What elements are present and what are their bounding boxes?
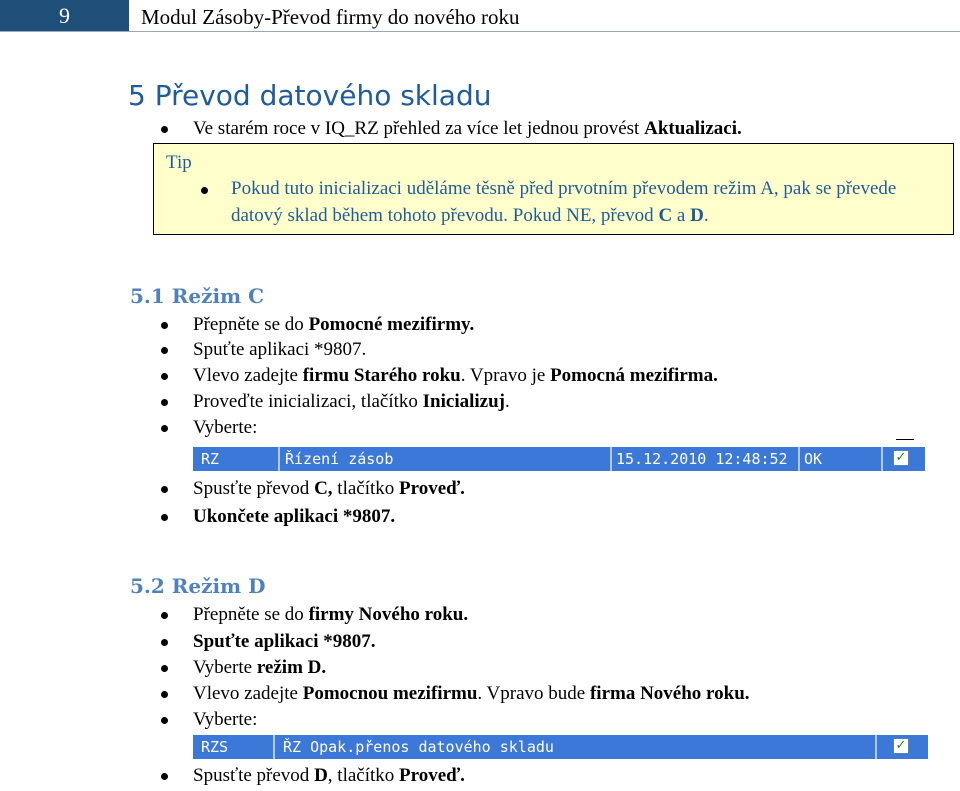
list-item-text — [193, 416, 257, 440]
grid-separator — [875, 735, 877, 759]
header-divider — [0, 31, 960, 32]
list-item-text — [193, 708, 257, 732]
list-item-text — [193, 338, 366, 362]
text-run: Proveďte inicializaci, tlačítko — [193, 391, 423, 412]
bullet-icon — [161, 514, 168, 521]
bullet-icon — [161, 373, 168, 380]
text-run-bold: firma Nového roku. — [589, 683, 750, 704]
grid-row-rzs[interactable] — [193, 735, 928, 759]
grid-cell-code: RZ — [201, 450, 220, 468]
text-run: Vyberte: — [193, 417, 258, 438]
section-5-heading: 5 Převod datového skladu — [128, 79, 492, 112]
text-run: Spusťte převod — [193, 478, 315, 499]
checkbox[interactable] — [893, 450, 909, 466]
running-header-title: Modul Zásoby-Převod firmy do nového roku — [141, 5, 520, 29]
list-item-text — [193, 656, 326, 680]
grid-cell-name: ŘZ Opak.přenos datového skladu — [283, 738, 554, 756]
text-run-bold: Pomocná mezifirma. — [550, 365, 718, 386]
tip-box — [153, 143, 954, 235]
text-run-bold: Inicializuj — [422, 391, 505, 412]
checkbox[interactable] — [893, 738, 909, 754]
text-run-bold: C, — [314, 478, 333, 499]
text-run-bold: Pomocné mezifirmy. — [308, 314, 475, 335]
grid-separator — [798, 447, 800, 471]
grid-separator — [610, 447, 612, 471]
grid-separator — [273, 735, 275, 759]
text-run-bold: Spuťte aplikaci *9807. — [193, 631, 376, 652]
bullet-icon — [201, 187, 208, 194]
section-5-2-heading: 5.2 Režim D — [130, 574, 266, 598]
checkmark-icon: ✓ — [895, 450, 907, 465]
text-run-bold: režim D. — [256, 657, 327, 678]
text-run-bold: D — [314, 765, 328, 786]
text-run: Vlevo zadejte — [193, 683, 303, 704]
bullet-icon — [161, 717, 168, 724]
text-run: Vyberte: — [193, 709, 258, 730]
grid-separator — [881, 447, 883, 471]
list-item-text — [193, 390, 510, 414]
text-run: Vyberte — [193, 657, 257, 678]
bullet-icon — [161, 399, 168, 406]
grid-cell-datetime: 15.12.2010 12:48:52 — [616, 450, 788, 468]
text-run: Vlevo zadejte — [193, 365, 303, 386]
text-run: Ve starém roce v IQ_RZ přehled za více let jednou provést — [193, 118, 645, 139]
text-run-bold: firmy Nového roku. — [308, 604, 469, 625]
text-run: Spusťte převod — [193, 765, 315, 786]
text-run: Přepněte se do — [193, 604, 309, 625]
text-run: . — [703, 205, 709, 226]
text-run: . Vpravo bude — [477, 683, 590, 704]
grid-cell-name: Řízení zásob — [285, 450, 394, 468]
text-run: Přepněte se do — [193, 314, 309, 335]
text-run: . — [505, 391, 510, 412]
bullet-icon — [161, 691, 168, 698]
section-5-1-heading: 5.1 Režim C — [130, 284, 265, 308]
grid-cell-code: RZS — [201, 738, 229, 756]
bullet-icon — [161, 612, 168, 619]
list-item-text — [193, 117, 742, 141]
bullet-icon — [161, 665, 168, 672]
text-run-bold: firmu Starého roku — [302, 365, 461, 386]
text-run-bold: Proveď. — [399, 478, 465, 499]
text-run: Pokud tuto inicializaci uděláme těsně před prvotním převodem režim A, pak se převede datový sklad během tohoto převodu. Pokud NE, převod — [231, 178, 897, 226]
text-run: , tlačítko — [327, 765, 400, 786]
page-number: 9 — [0, 0, 129, 31]
bullet-icon — [161, 425, 168, 432]
decorative-line — [896, 439, 914, 440]
bullet-icon — [161, 639, 168, 646]
list-item-text — [193, 603, 468, 627]
text-run: tlačítko — [332, 478, 400, 499]
grid-row-rz[interactable] — [193, 447, 925, 471]
list-item-text — [193, 630, 376, 654]
text-run-bold: D — [690, 205, 704, 226]
grid-cell-status: OK — [804, 450, 823, 468]
text-run-bold: Pomocnou mezifirmu — [302, 683, 478, 704]
list-item-text — [193, 313, 474, 337]
list-item-text — [193, 477, 465, 501]
text-run: a — [672, 205, 691, 226]
list-item-text — [193, 364, 718, 388]
list-item-text — [193, 505, 395, 529]
tip-label: Tip — [166, 152, 192, 173]
list-item-text — [193, 682, 750, 706]
bullet-icon — [161, 486, 168, 493]
bullet-icon — [161, 126, 168, 133]
text-run: . Vpravo je — [460, 365, 551, 386]
text-run: Spuťte aplikaci *9807. — [193, 339, 367, 360]
bullet-icon — [161, 347, 168, 354]
grid-separator — [278, 447, 280, 471]
text-run-bold: Aktualizaci. — [644, 118, 742, 139]
list-item-text — [193, 764, 465, 788]
tip-text — [231, 175, 931, 229]
text-run-bold: Proveď. — [399, 765, 465, 786]
text-run-bold: Ukončete aplikaci *9807. — [193, 506, 396, 527]
text-run-bold: C — [658, 205, 673, 226]
bullet-icon — [161, 773, 168, 780]
bullet-icon — [161, 322, 168, 329]
checkmark-icon: ✓ — [895, 738, 907, 753]
